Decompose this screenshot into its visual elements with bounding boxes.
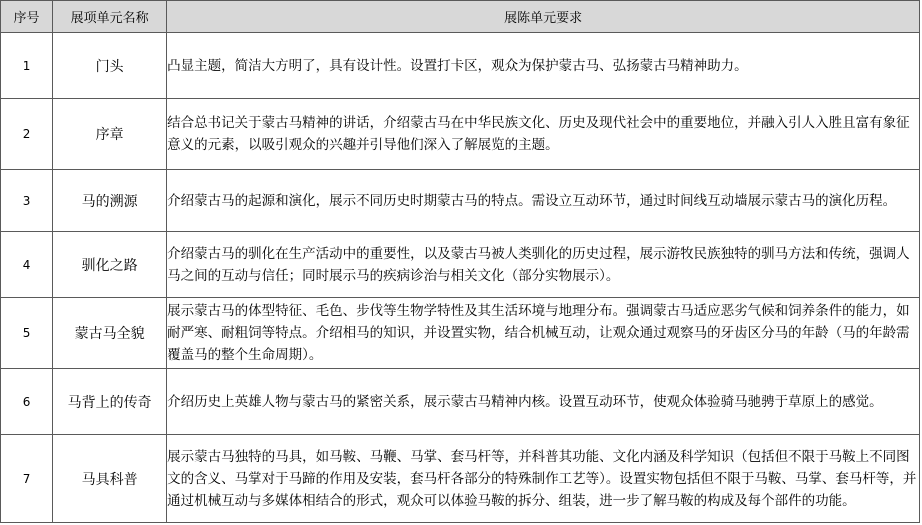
row-requirements: 结合总书记关于蒙古马精神的讲话，介绍蒙古马在中华民族文化、历史及现代社会中的重要地位，并融入引人入胜且富有象征意义的元素，以吸引观众的兴趣并引导他们深入了解展览的主题。 bbox=[167, 99, 920, 170]
row-index: 7 bbox=[1, 435, 53, 523]
header-unit-name: 展项单元名称 bbox=[53, 1, 167, 33]
row-requirements: 展示蒙古马的体型特征、毛色、步伐等生物学特性及其生活环境与地理分布。强调蒙古马适应恶劣气候和饲养条件的能力，如耐严寒、耐粗饲等特点。介绍相马的知识，并设置实物，结合机械互动，让观众通过观察马的牙齿区分马的年龄（马的年龄需覆盖马的整个生命周期）。 bbox=[167, 298, 920, 369]
row-unit-name: 马背上的传奇 bbox=[53, 369, 167, 435]
table-row bbox=[1, 33, 920, 99]
row-index: 2 bbox=[1, 99, 53, 170]
row-index: 6 bbox=[1, 369, 53, 435]
table-row bbox=[1, 298, 920, 369]
row-requirements: 介绍历史上英雄人物与蒙古马的紧密关系，展示蒙古马精神内核。设置互动环节，使观众体验骑马驰骋于草原上的感觉。 bbox=[167, 369, 920, 435]
row-unit-name: 马具科普 bbox=[53, 435, 167, 523]
row-requirements: 介绍蒙古马的驯化在生产活动中的重要性，以及蒙古马被人类驯化的历史过程，展示游牧民族独特的驯马方法和传统，强调人马之间的互动与信任；同时展示马的疾病诊治与相关文化（部分实物展示）。 bbox=[167, 232, 920, 298]
table-row bbox=[1, 99, 920, 170]
row-unit-name: 驯化之路 bbox=[53, 232, 167, 298]
header-index: 序号 bbox=[1, 1, 53, 33]
row-unit-name: 门头 bbox=[53, 33, 167, 99]
header-requirements: 展陈单元要求 bbox=[167, 1, 920, 33]
row-unit-name: 序章 bbox=[53, 99, 167, 170]
row-index: 1 bbox=[1, 33, 53, 99]
row-index: 3 bbox=[1, 170, 53, 232]
table-row bbox=[1, 170, 920, 232]
table-row bbox=[1, 232, 920, 298]
row-index: 4 bbox=[1, 232, 53, 298]
table-row bbox=[1, 369, 920, 435]
row-unit-name: 马的溯源 bbox=[53, 170, 167, 232]
row-requirements: 展示蒙古马独特的马具，如马鞍、马鞭、马掌、套马杆等，并科普其功能、文化内涵及科学知识（包括但不限于马鞍上不同图文的含义、马掌对于马蹄的作用及安装，套马杆各部分的特殊制作工艺等）。设置实物包括但不限于马鞍、马掌、套马杆等，并通过机械互动与多媒体相结合的形式，观众可以体验马鞍的拆分、组装，进一步了解马鞍的构成及每个部件的功能。 bbox=[167, 435, 920, 523]
table-header-row bbox=[1, 1, 920, 33]
row-index: 5 bbox=[1, 298, 53, 369]
table-row bbox=[1, 435, 920, 523]
row-unit-name: 蒙古马全貌 bbox=[53, 298, 167, 369]
row-requirements: 介绍蒙古马的起源和演化，展示不同历史时期蒙古马的特点。需设立互动环节，通过时间线互动墙展示蒙古马的演化历程。 bbox=[167, 170, 920, 232]
row-requirements: 凸显主题，简洁大方明了，具有设计性。设置打卡区，观众为保护蒙古马、弘扬蒙古马精神助力。 bbox=[167, 33, 920, 99]
